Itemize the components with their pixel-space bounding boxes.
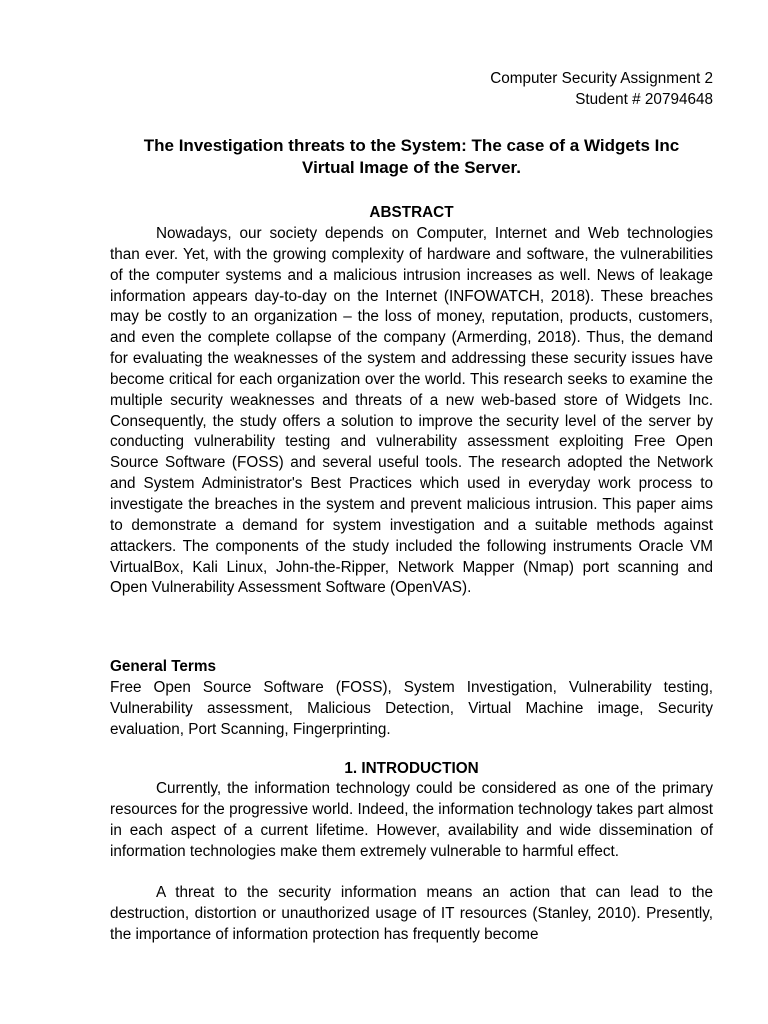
- general-terms-body: Free Open Source Software (FOSS), System Investigation, Vulnerability testing, Vulnerability assessment, Malicious Detection, Virtual Machine image, Security evaluation, Port Scanning, Fingerprinting.: [110, 679, 713, 738]
- abstract-heading: ABSTRACT: [369, 204, 454, 221]
- title-line-2: Virtual Image of the Server.: [302, 158, 521, 177]
- title-line-1: The Investigation threats to the System: The case of a Widgets Inc: [143, 136, 680, 155]
- general-terms-heading: General Terms: [110, 658, 216, 675]
- introduction-paragraph-1: Currently, the information technology could be considered as one of the primary resources for the progressive world. Indeed, the information technology takes part almost in each aspect of a current lifetime. However, availability and wide dissemination of information technologies make them extremely vulnerable to harmful effect.: [110, 780, 713, 860]
- introduction-heading: 1. INTRODUCTION: [344, 760, 479, 777]
- student-number: Student # 20794648: [575, 91, 713, 108]
- document-header: [110, 68, 713, 110]
- paper-title: [110, 135, 713, 179]
- course-label: Computer Security Assignment 2: [490, 70, 713, 87]
- abstract-body: Nowadays, our society depends on Computer, Internet and Web technologies than ever. Yet, with the growing complexity of hardware and software, the vulnerabilities of the computer systems and a malicious intrusion increases as well. News of leakage information appears day-to-day on the Internet (INFOWATCH, 2018). These breaches may be costly to an organization – the loss of money, reputation, products, customers, and even the complete collapse of the company (Armerding, 2018). Thus, the demand for evaluating the weaknesses of the system and addressing these security issues have become critical for each organization over the world. This research seeks to examine the multiple security weaknesses and threats of a new web-based store of Widgets Inc. Consequently, the study offers a solution to improve the security level of the server by conducting vulnerability testing and vulnerability assessment exploiting Free Open Source Software (FOSS) and several useful tools. The research adopted the Network and System Administrator's Best Practices which used in everyday work process to investigate the breaches in the system and prevent malicious intrusion. This paper aims to demonstrate a demand for system investigation and a suitable methods against attackers. The components of the study included the following instruments Oracle VM VirtualBox, Kali Linux, John-the-Ripper, Network Mapper (Nmap) port scanning and Open Vulnerability Assessment Software (OpenVAS).: [110, 225, 713, 597]
- introduction-paragraph-2: A threat to the security information means an action that can lead to the destruction, distortion or unauthorized usage of IT resources (Stanley, 2010). Presently, the importance of information protection has frequently become: [110, 884, 713, 943]
